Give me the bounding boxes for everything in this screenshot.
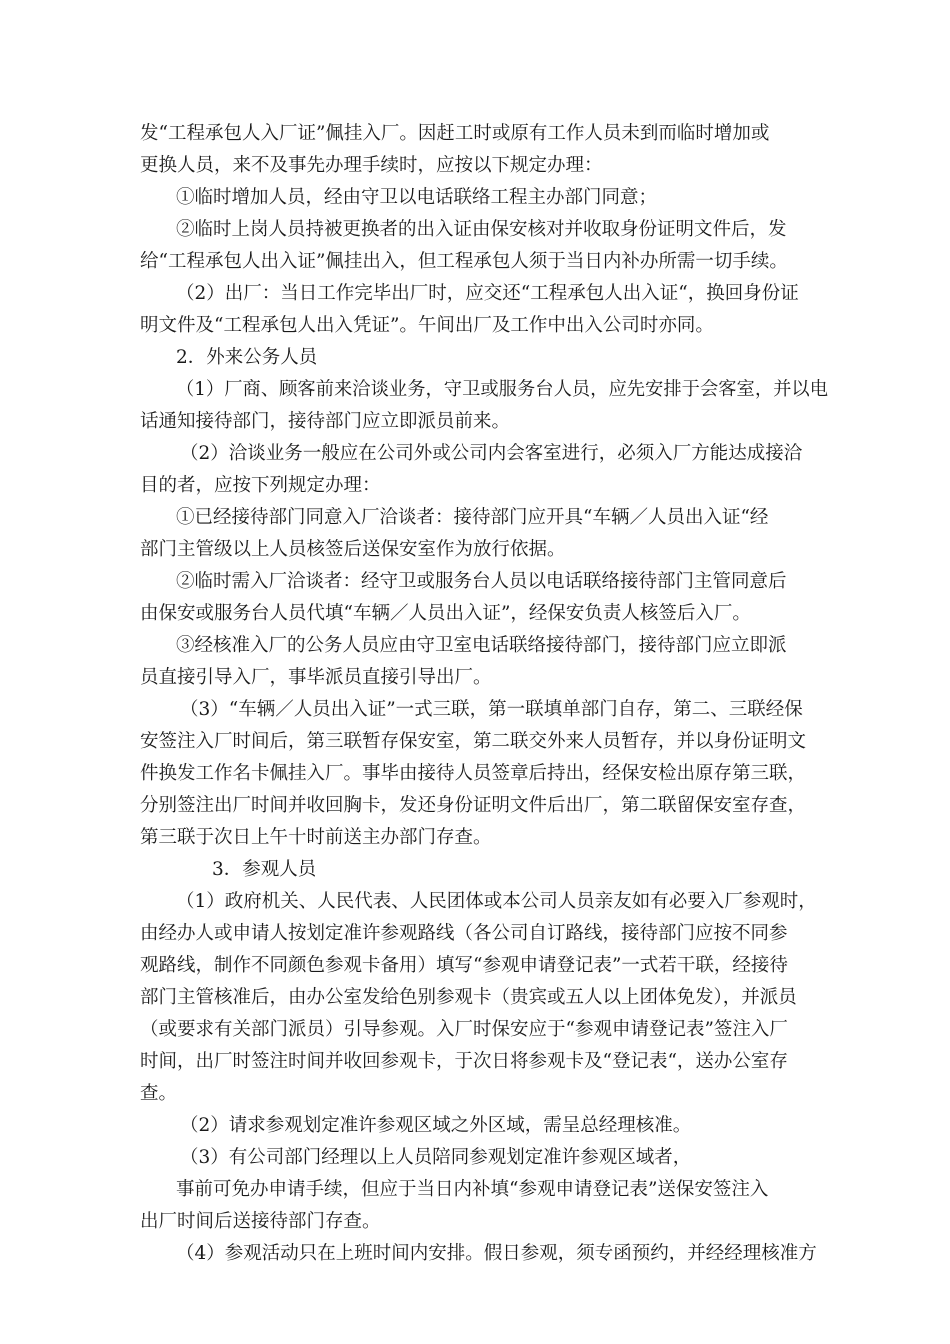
paragraph-line: （2）出厂：当日工作完毕出厂时，应交还“工程承包人出入证“，换回身份证: [176, 283, 799, 304]
paragraph-line: ③经核准入厂的公务人员应由守卫室电话联络接待部门，接待部门应立即派: [176, 635, 787, 656]
paragraph-line: 部门主管核准后，由办公室发给色别参观卡（贵宾或五人以上团体免发），并派员: [140, 987, 797, 1008]
paragraph-line: 明文件及“工程承包人出入凭证”。午间出厂及工作中出入公司时亦同。: [140, 315, 714, 336]
paragraph-line: ②临时上岗人员持被更换者的出入证由保安核对并收取身份证明文件后，发: [176, 219, 787, 240]
paragraph-line: 部门主管级以上人员核签后送保安室作为放行依据。: [140, 539, 566, 560]
paragraph-line: 出厂时间后送接待部门存查。: [140, 1211, 381, 1232]
paragraph-line: （2）请求参观划定准许参观区域之外区域，需呈总经理核准。: [180, 1115, 692, 1136]
paragraph-line: （4）参观活动只在上班时间内安排。假日参观，须专函预约，并经经理核准方: [176, 1243, 817, 1264]
paragraph-line: ①临时增加人员，经由守卫以电话联络工程主办部门同意；: [176, 187, 658, 208]
paragraph-line: ②临时需入厂洽谈者：经守卫或服务台人员以电话联络接待部门主管同意后: [176, 571, 787, 592]
paragraph-line: ①已经接待部门同意入厂洽谈者：接待部门应开具“车辆／人员出入证“经: [176, 507, 769, 528]
paragraph-line: 目的者，应按下列规定办理：: [140, 475, 381, 496]
paragraph-line: 查。: [140, 1083, 178, 1104]
paragraph-line: （1）政府机关、人民代表、人民团体或本公司人员亲友如有必要入厂参观时，: [176, 891, 817, 912]
paragraph-line: 发“工程承包人入厂证”佩挂入厂。因赶工时或原有工作人员未到而临时增加或: [140, 123, 770, 144]
paragraph-line: （2）洽谈业务一般应在公司外或公司内会客室进行，必须入厂方能达成接洽: [180, 443, 803, 464]
paragraph-line: 由经办人或申请人按划定准许参观路线（各公司自订路线，接待部门应按不同参: [140, 923, 788, 944]
paragraph-line: 时间，出厂时签注时间并收回参观卡，于次日将参观卡及“登记表“，送办公室存: [140, 1051, 788, 1072]
paragraph-line: 由保安或服务台人员代填“车辆／人员出入证”，经保安负责人核签后入厂。: [140, 603, 751, 624]
section-heading: 3．参观人员: [212, 859, 317, 880]
paragraph-line: 更换人员，来不及事先办理手续时，应按以下规定办理：: [140, 155, 603, 176]
paragraph-line: 安签注入厂时间后，第三联暂存保安室，第二联交外来人员暂存，并以身份证明文: [140, 731, 807, 752]
section-heading: 2．外来公务人员: [176, 347, 318, 368]
paragraph-line: （3）有公司部门经理以上人员陪同参观划定准许参观区域者，: [180, 1147, 692, 1168]
paragraph-line: （3）“车辆／人员出入证”一式三联，第一联填单部门自存，第二、三联经保: [180, 699, 803, 720]
paragraph-line: 给“工程承包人出入证”佩挂出入，但工程承包人须于当日内补办所需一切手续。: [140, 251, 788, 272]
paragraph-line: （或要求有关部门派员）引导参观。入厂时保安应于“参观申请登记表”签注入厂: [140, 1019, 788, 1040]
paragraph-line: 事前可免办申请手续，但应于当日内补填“参观申请登记表”送保安签注入: [176, 1179, 769, 1200]
paragraph-line: 第三联于次日上午十时前送主办部门存查。: [140, 827, 492, 848]
paragraph-line: 件换发工作名卡佩挂入厂。事毕由接待人员签章后持出，经保安检出原存第三联，: [140, 763, 807, 784]
paragraph-line: 话通知接待部门，接待部门应立即派员前来。: [140, 411, 511, 432]
paragraph-line: 分别签注出厂时间并收回胸卡，发还身份证明文件后出厂，第二联留保安室存查，: [140, 795, 807, 816]
paragraph-line: 观路线，制作不同颜色参观卡备用）填写“参观申请登记表”一式若干联，经接待: [140, 955, 788, 976]
paragraph-line: 员直接引导入厂，事毕派员直接引导出厂。: [140, 667, 492, 688]
paragraph-line: （1）厂商、顾客前来洽谈业务，守卫或服务台人员，应先安排于会客室，并以电: [176, 379, 829, 400]
